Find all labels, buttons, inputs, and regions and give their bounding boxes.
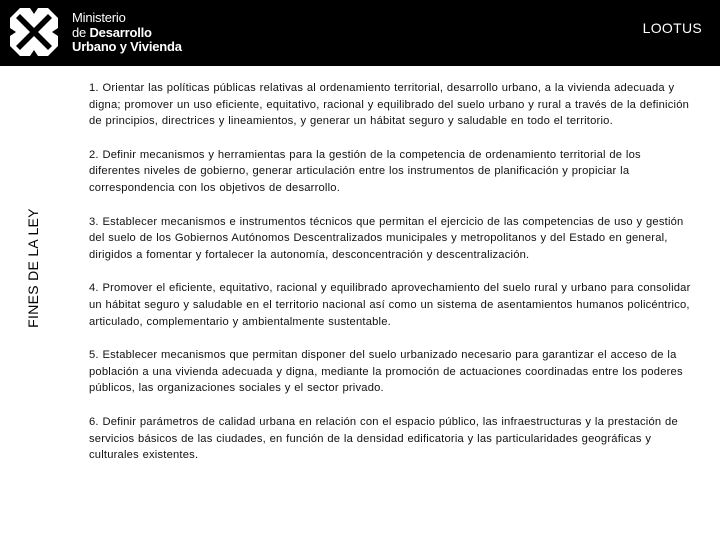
ministry-logo-icon bbox=[6, 4, 62, 60]
header-bar bbox=[0, 0, 720, 66]
ministry-line-1: Ministerio bbox=[72, 10, 126, 25]
goal-item-5: 5. Establecer mecanismos que permitan disponer del suelo urbanizado necesario para garantizar el acceso de la población a una vivienda adecuada y digna, mediante la promoción de actuaciones coordinadas entre los poderes públicos, las organizaciones sociales y el sector privado. bbox=[89, 349, 683, 395]
goal-item-4: 4. Promover el eficiente, equitativo, racional y equilibrado aprovechamiento del suelo rural y urbano para consolidar un hábitat seguro y saludable en el territorio nacional así como un sistema de asentamientos humanos policéntrico, articulado, complementario y ambientalmente sustentable. bbox=[89, 282, 691, 328]
goal-item-1: 1. Orientar las políticas públicas relativas al ordenamiento territorial, desarrollo urbano, a la vivienda adecuada y digna; promover un uso eficiente, equitativo, racional y equilibrado del suelo urbano y rural a través de la definición de principios, directrices y lineamientos, y generar un hábitat seguro y saludable en todo el territorio. bbox=[89, 82, 690, 128]
goal-item-6: 6. Definir parámetros de calidad urbana en relación con el espacio público, las infraestructuras y la prestación de servicios básicos de las ciudades, en función de la densidad edificatoria y las particularidades geográficas y culturales existentes. bbox=[89, 415, 678, 462]
ministry-name bbox=[72, 11, 182, 55]
goals-list bbox=[89, 80, 695, 481]
ministry-line-2: de Desarrollo bbox=[72, 24, 152, 40]
brand-label: LOOTUS bbox=[642, 20, 702, 36]
goal-item-2: 2. Definir mecanismos y herramientas para la gestión de la competencia de ordenamiento territorial de los diferentes niveles de gobierno, generar articulación entre los instrumentos de planificación y propiciar la correspondencia con los objetivos de desarrollo. bbox=[89, 148, 641, 194]
ministry-line-3: Urbano y Vivienda bbox=[72, 39, 182, 54]
section-title: FINES DE LA LEY bbox=[25, 208, 41, 328]
ministry-line-2-bold: Desarrollo bbox=[89, 24, 152, 40]
goal-item-3: 3. Establecer mecanismos e instrumentos técnicos que permitan el ejercicio de las competencias de uso y gestión del suelo de los Gobiernos Autónomos Descentralizados municipales y metropolitanos y del Estado en general, dirigidos a fomentar y fortalecer la autonomía, desconcentración y descentralización. bbox=[89, 215, 684, 261]
